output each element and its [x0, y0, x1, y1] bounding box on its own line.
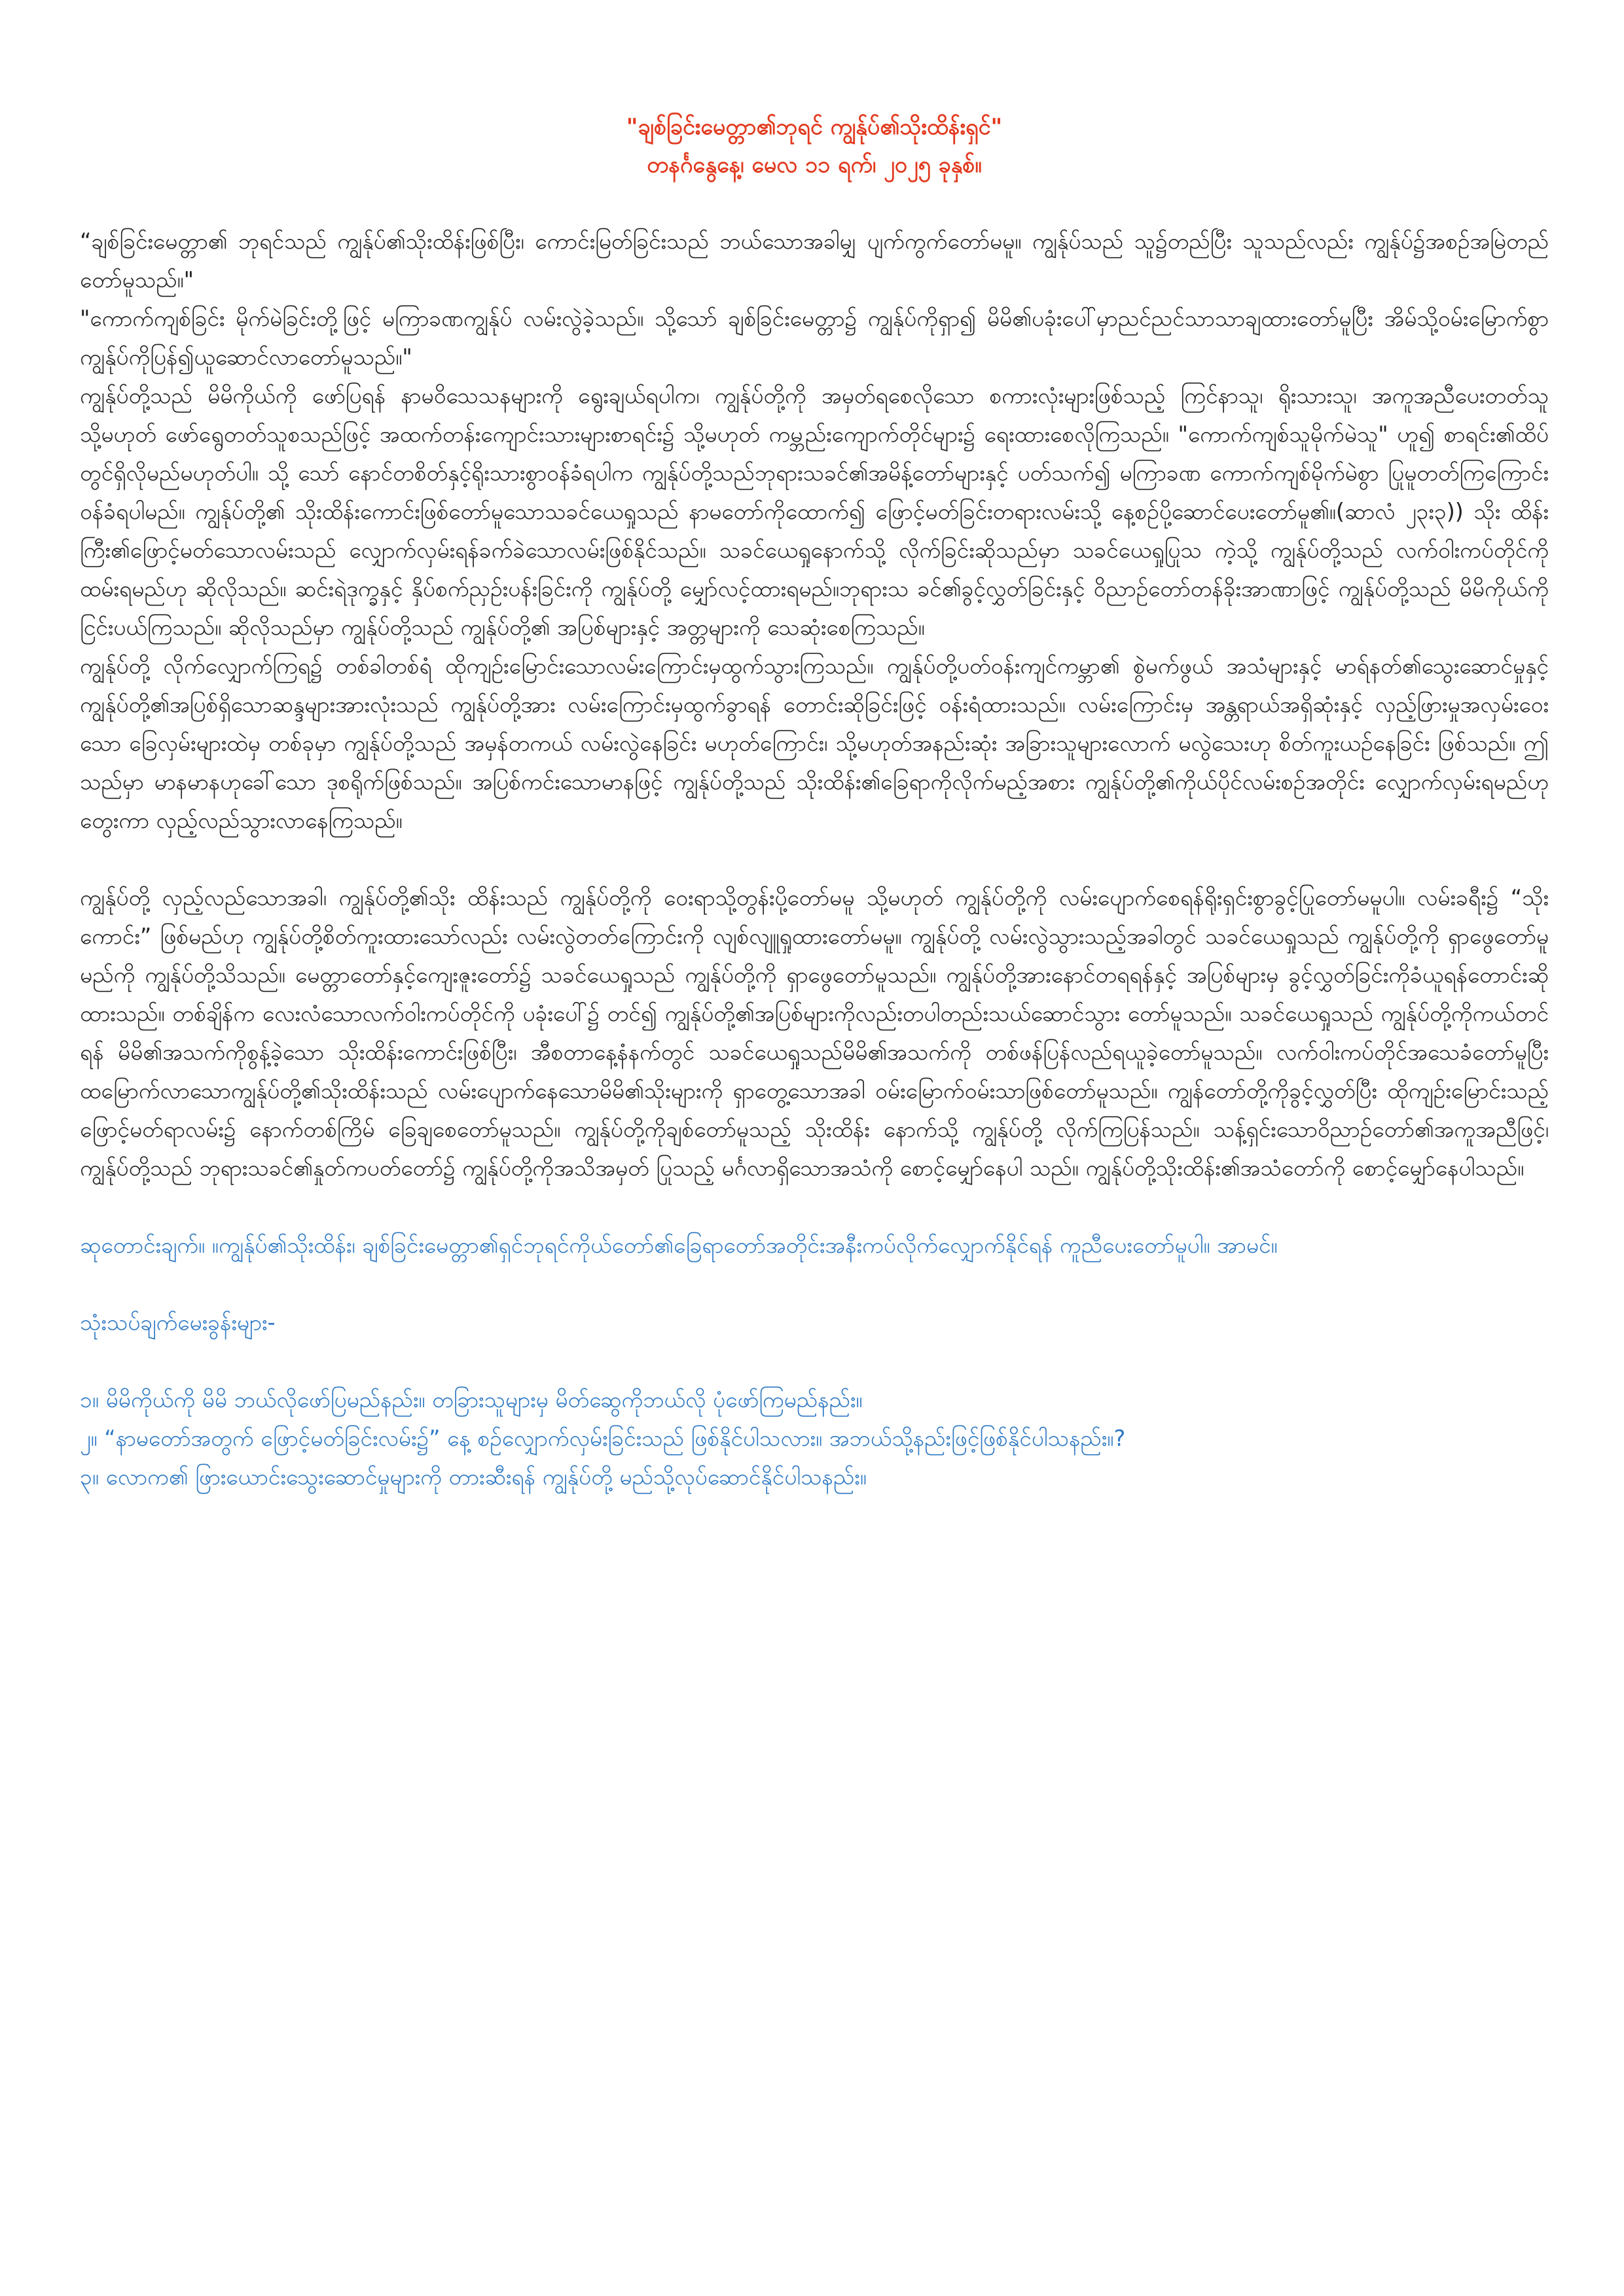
title-date: တနင်္ဂနွေနေ့၊ မေလ ၁၁ ရက်၊ ၂၀၂၅ ခုနှစ်။ — [647, 152, 982, 178]
title-main: "ချစ်ခြင်းမေတ္တာ၏ဘုရင် ကျွန်ုပ်၏သိုးထိန်းရှင်" — [626, 114, 1003, 140]
body-paragraph-2: ကျွန်ုပ်တို့ လိုက်လျှောက်ကြရ၌ တစ်ခါတစ်ရံ ထိုကျဉ်းမြောင်းသောလမ်းကြောင်းမှထွက်သွားကြသည်။ ကျွန်ုပ်တို့ပတ်ဝန်းကျင်ကမ္ဘာ၏ စွဲမက်ဖွယ် အသံများနှင့် မာရ်နတ်၏သွေးဆောင်မှုနှင့် ကျွန်ုပ်တို့၏အပြစ်ရှိသောဆန္ဒများအားလုံးသည် ကျွန်ုပ်တို့အား လမ်းကြောင်းမှထွက်ခွာရန် တောင်းဆိုခြင်းဖြင့် ဝန်းရံထားသည်။ လမ်းကြောင်းမှ အန္တရာယ်အရှိဆုံးနှင့် လှည့်ဖြားမှုအလှမ်းဝေးသော ခြေလှမ်းများထဲမှ တစ်ခုမှာ ကျွန်ုပ်တို့သည် အမှန်တကယ် လမ်းလွဲနေခြင်း မဟုတ်ကြောင်း၊ သို့မဟုတ်အနည်းဆုံး အခြားသူများလောက် မလွဲသေးဟု စိတ်ကူးယဉ်နေခြင်း ဖြစ်သည်။ ဤသည်မှာ မာနမာနဟုခေါ်သော ဒုစရိုက်ဖြစ်သည်။ အပြစ်ကင်းသောမာနဖြင့် ကျွန်ုပ်တို့သည် သိုးထိန်း၏ခြေရာကိုလိုက်မည့်အစား ကျွန်ုပ်တို့၏ကိုယ်ပိုင်လမ်းစဉ်အတိုင်း လျှောက်လှမ်းရမည်ဟု တွေးကာ လှည့်လည်သွားလာနေကြသည်။ — [80, 653, 1549, 833]
question-item: ၁။ မိမိကိုယ်ကို မိမိ ဘယ်လိုဖော်ပြမည်နည်း။ တခြားသူများမှ မိတ်ဆွေကိုဘယ်လို ပုံဖော်ကြမည်နည်း။ — [80, 1387, 863, 1412]
quote-paragraph-2: "ကောက်ကျစ်ခြင်း မိုက်မဲခြင်းတို့ဖြင့် မကြာခဏကျွန်ုပ် လမ်းလွဲခဲ့သည်။ သို့သော် ချစ်ခြင်းမေတ္တာ၌ ကျွန်ုပ်ကိုရှာ၍ မိမိ၏ပခုံးပေါ်မှာညင်ညင်သာသာချထားတော်မူပြီး အိမ်သို့ဝမ်းမြောက်စွာ ကျွန်ုပ်ကိုပြန်၍ယူဆောင်လာတော်မူသည်။" — [80, 306, 1549, 370]
prayer-paragraph: ဆုတောင်းချက်။ ။ကျွန်ုပ်၏သိုးထိန်း၊ ချစ်ခြင်းမေတ္တာ၏ရှင်ဘုရင်ကိုယ်တော်၏ခြေရာတော်အတိုင်းအနီးကပ်လိုက်လျှောက်နိုင်ရန် ကူညီပေးတော်မူပါ။ အာမင်။ — [80, 1232, 1278, 1258]
quote-paragraph-1: “ချစ်ခြင်းမေတ္တာ၏ ဘုရင်သည် ကျွန်ုပ်၏သိုးထိန်းဖြစ်ပြီး၊ ကောင်းမြတ်ခြင်းသည် ဘယ်သောအခါမျှ ပျက်ကွက်တော်မမူ။ ကျွန်ုပ်သည် သူ၌တည်ပြီး သူသည်လည်း ကျွန်ုပ်၌အစဉ်အမြဲတည်တော်မူသည်။" — [80, 228, 1549, 293]
question-item: ၂။ “နာမတော်အတွက် ဖြောင့်မတ်ခြင်းလမ်း၌” နေ့ စဉ်လျှောက်လှမ်းခြင်းသည် ဖြစ်နိုင်ပါသလား။ အဘယ်သို့နည်းဖြင့်ဖြစ်နိုင်ပါသနည်း။? — [80, 1426, 1126, 1451]
devotional-body — [80, 222, 1549, 1187]
body-paragraph-3: ကျွန်ုပ်တို့ လှည့်လည်သောအခါ၊ ကျွန်ုပ်တို့၏သိုး ထိန်းသည် ကျွန်ုပ်တို့ကို ဝေးရာသို့တွန်းပို့တော်မမူ သို့မဟုတ် ကျွန်ုပ်တို့ကို လမ်းပျောက်စေရန်ရိုးရှင်းစွာခွင့်ပြုတော်မမူပါ။ လမ်းခရီး၌ “သိုးကောင်း” ဖြစ်မည်ဟု ကျွန်ုပ်တို့စိတ်ကူးထားသော်လည်း လမ်းလွဲတတ်ကြောင်းကို လျစ်လျူရှုထားတော်မမူ။ ကျွန်ုပ်တို့ လမ်းလွဲသွားသည့်အခါတွင် သခင်ယေရှုသည် ကျွန်ုပ်တို့ကို ရှာဖွေတော်မူမည်ကို ကျွန်ုပ်တို့သိသည်။ မေတ္တာတော်နှင့်ကျေးဇူးတော်၌ သခင်ယေရှုသည် ကျွန်ုပ်တို့ကို ရှာဖွေတော်မူသည်။ ကျွန်ုပ်တို့အားနောင်တရရန်နှင့် အပြစ်များမှ ခွင့်လွှတ်ခြင်းကိုခံယူရန်တောင်းဆိုထားသည်။ တစ်ချိန်က လေးလံသောလက်ဝါးကပ်တိုင်ကို ပခုံးပေါ်၌ တင်၍ ကျွန်ုပ်တို့၏အပြစ်များကိုလည်းတပါတည်းသယ်ဆောင်သွား တော်မူသည်။ သခင်ယေရှုသည် ကျွန်ုပ်တို့ကိုကယ်တင်ရန် မိမိ၏အသက်ကိုစွန့်ခဲ့သော သိုးထိန်းကောင်းဖြစ်ပြီး၊ အီစတာနေ့နံနက်တွင် သခင်ယေရှုသည်မိမိ၏အသက်ကို တစ်ဖန်ပြန်လည်ရယူခဲ့တော်မူသည်။ လက်ဝါးကပ်တိုင်အသေခံတော်မူပြီး ထမြောက်လာသောကျွန်ုပ်တို့၏သိုးထိန်းသည် လမ်းပျောက်နေသောမိမိ၏သိုးများကို ရှာတွေ့သောအခါ ဝမ်းမြောက်ဝမ်းသာဖြစ်တော်မူသည်။ ကျွန်တော်တို့ကိုခွင့်လွှတ်ပြီး ထိုကျဉ်းမြောင်းသည့် ဖြောင့်မတ်ရာလမ်း၌ နောက်တစ်ကြိမ် ခြေချစေတော်မူသည်။ ကျွန်ုပ်တို့ကိုချစ်တော်မူသည့် သိုးထိန်း နောက်သို့ ကျွန်ုပ်တို့ လိုက်ကြပြန်သည်။ သန့်ရှင်းသောဝိညာဉ်တော်၏အကူအညီဖြင့်၊ ကျွန်ုပ်တို့သည် ဘုရားသခင်၏နှုတ်ကပတ်တော်၌ ကျွန်ုပ်တို့ကိုအသိအမှတ် ပြုသည့် မင်္ဂလာရှိသောအသံကို စောင့်မျှော်နေပါ သည်။ ကျွန်ုပ်တို့သိုးထိန်း၏အသံတော်ကို စောင့်မျှော်နေပါသည်။ — [80, 885, 1549, 1181]
devotional-title — [80, 108, 1549, 184]
body-paragraph-1: ကျွန်ုပ်တို့သည် မိမိကိုယ်ကို ဖော်ပြရန် နာမဝိသေသနများကို ရွေးချယ်ရပါက၊ ကျွန်ုပ်တို့ကို အမှတ်ရစေလိုသော စကားလုံးများဖြစ်သည့် ကြင်နာသူ၊ ရိုးသားသူ၊ အကူအညီပေးတတ်သူ သို့မဟုတ် ဖော်ရွေတတ်သူစသည်ဖြင့် အထက်တန်းကျောင်းသားများစာရင်း၌ သို့မဟုတ် ကမ္ဘည်းကျောက်တိုင်များ၌ ရေးထားစေလိုကြသည်။ "ကောက်ကျစ်သူမိုက်မဲသူ" ဟူ၍ စာရင်း၏ထိပ်တွင်ရှိလိုမည်မဟုတ်ပါ။ သို့ သော် နောင်တစိတ်နှင့်ရိုးသားစွာဝန်ခံရပါက ကျွန်ုပ်တို့သည်ဘုရားသခင်၏အမိန့်တော်များနှင့် ပတ်သက်၍ မကြာခဏ ကောက်ကျစ်မိုက်မဲစွာ ပြုမူတတ်ကြကြောင်း ဝန်ခံရပါမည်။ ကျွန်ုပ်တို့၏ သိုးထိန်းကောင်းဖြစ်တော်မူသောသခင်ယေရှုသည် နာမတော်ကိုထောက်၍ ဖြောင့်မတ်ခြင်းတရားလမ်းသို့ နေ့စဉ်ပို့ဆောင်ပေးတော်မူ၏။(ဆာလံ ၂၃း၃)) သိုး ထိန်းကြီး၏ဖြောင့်မတ်သောလမ်းသည် လျှောက်လှမ်းရန်ခက်ခဲသောလမ်းဖြစ်နိုင်သည်။ သခင်ယေရှုနောက်သို့ လိုက်ခြင်းဆိုသည်မှာ သခင်ယေရှုပြုသ ကဲ့သို့ ကျွန်ုပ်တို့သည် လက်ဝါးကပ်တိုင်ကို ထမ်းရမည်ဟု ဆိုလိုသည်။ ဆင်းရဲဒုက္ခနှင့် နှိပ်စက်ညှဉ်းပန်းခြင်းကို ကျွန်ုပ်တို့ မျှော်လင့်ထားရမည်။ဘုရားသ ခင်၏ခွင့်လွှတ်ခြင်းနှင့် ဝိညာဉ်တော်တန်ခိုးအာဏာဖြင့် ကျွန်ုပ်တို့သည် မိမိကိုယ်ကိုငြင်းပယ်ကြသည်။ ဆိုလိုသည်မှာ ကျွန်ုပ်တို့သည် ကျွန်ုပ်တို့၏ အပြစ်များနှင့် အတ္တများကို သေဆုံးစေကြသည်။ — [80, 383, 1549, 640]
question-item: ၃။ လောက၏ ဖြားယောင်းသွေးဆောင်မှုများကို တားဆီးရန် ကျွန်ုပ်တို့ မည်သို့လုပ်ဆောင်နိုင်ပါသနည်း။ — [80, 1464, 867, 1490]
questions-heading: သုံးသပ်ချက်မေးခွန်းများ- — [80, 1310, 276, 1335]
questions-list — [80, 1380, 1549, 1496]
